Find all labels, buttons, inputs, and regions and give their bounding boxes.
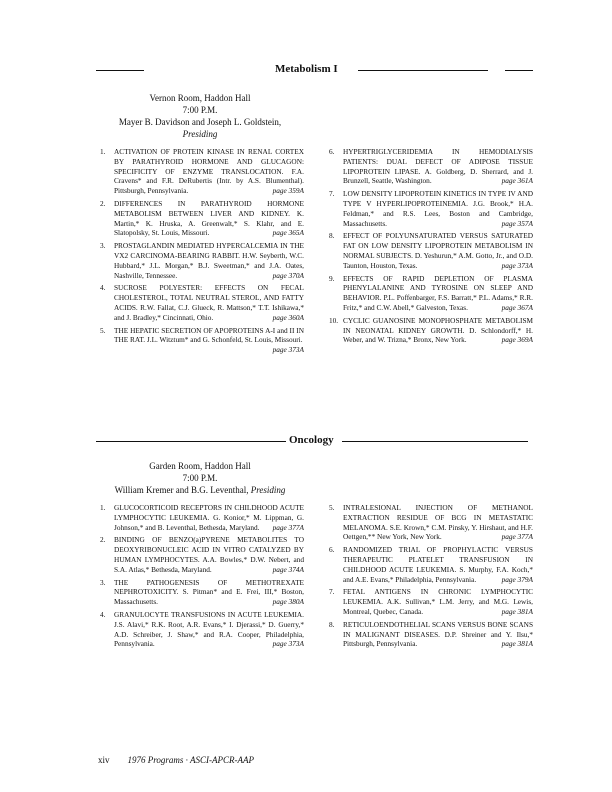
abstract-item <box>329 545 533 584</box>
page-footer <box>98 755 254 765</box>
abstract-page-ref: page 379A <box>501 574 533 584</box>
abstract-text: THE HEPATIC SECRETION OF APOPROTEINS A-I and II IN THE RAT. J.L. Witztum* and G. Schonfeld, St. Louis, Missouri. <box>114 325 304 345</box>
abstract-item <box>329 620 533 649</box>
heading-rule-left <box>96 441 286 442</box>
abstract-page-ref: page 361A <box>501 176 533 186</box>
session-time: 7:00 P.M. <box>182 105 218 115</box>
abstract-text: EFFECTS OF RAPID DEPLETION OF PLASMA PHENYLALANINE AND TYROSINE ON SLEEP AND BEHAVIOR. P.L. Poffenbarger, F.S. Barratt,* P.L. Adams,* R.R. Fritz,* and C.W. Abell,* Galveston, Texas. <box>343 273 533 312</box>
page-number: xiv <box>98 755 110 765</box>
abstract-number: 1. <box>100 147 106 156</box>
abstract-number: 7. <box>329 189 335 199</box>
abstract-item <box>100 147 304 196</box>
abstract-page-ref: page 369A <box>501 335 533 345</box>
abstract-number: 8. <box>329 619 335 629</box>
abstract-body <box>114 199 304 238</box>
abstract-column-right <box>329 503 533 652</box>
abstract-body <box>114 326 304 355</box>
abstract-text: PROSTAGLANDIN MEDIATED HYPERCALCEMIA IN THE VX2 CARCINOMA-BEARING RABBIT. H.W. Seyberth, W.C. Hubbard,* J.L. Morgan,* B.J. Sweetman,* and J.A. Oates, Nashville, Tennessee. <box>114 241 304 280</box>
abstract-page-ref: page 381A <box>501 606 533 616</box>
abstract-body <box>343 620 533 649</box>
session-room: Vernon Room, Haddon Hall <box>149 93 251 103</box>
abstract-number: 6. <box>329 147 335 156</box>
abstract-text: SUCROSE POLYESTER: EFFECTS ON FECAL CHOLESTEROL, TOTAL NEUTRAL STEROL, AND FATTY ACIDS. R.W. Fallat, C.J. Glueck, R. Mattson,* T.T. Ishikawa,* and J. Bradley,* Cincinnati, Ohio. <box>114 283 304 322</box>
abstract-item <box>100 610 304 649</box>
abstract-page-ref: page 359A <box>272 186 304 196</box>
abstract-number: 4. <box>100 283 106 293</box>
heading-rule-left <box>96 70 144 71</box>
section-heading: Oncology <box>289 434 334 446</box>
abstract-item <box>329 231 533 270</box>
abstract-body <box>343 274 533 313</box>
abstract-body <box>114 241 304 280</box>
abstract-item <box>100 535 304 574</box>
abstract-body <box>343 189 533 228</box>
abstract-number: 9. <box>329 273 335 283</box>
abstract-page-ref: page 377A <box>501 532 533 542</box>
abstract-body <box>343 316 533 345</box>
abstract-text: EFFECT OF POLYUNSATURATED VERSUS SATURATED FAT ON LOW DENSITY LIPOPROTEIN METABOLISM IN NORMAL SUBJECTS. D. Yeshurun,* A.M. Gotto, Jr., and O.D. Taunton, Houston, Texas. <box>343 231 533 270</box>
abstract-item <box>329 189 533 228</box>
abstract-text: GRANULOCYTE TRANSFUSIONS IN ACUTE LEUKEMIA. J.S. Alavi,* R.K. Root, A.R. Evans,* I. Djerassi,* D. Guerry,* A.D. Schreiber, J. Shaw,* and R.A. Cooper, Philadelphia, Pennsylvania. <box>114 609 304 649</box>
abstract-number: 3. <box>100 241 106 251</box>
abstract-item <box>100 283 304 322</box>
abstract-number: 5. <box>100 325 106 335</box>
abstract-body <box>114 610 304 649</box>
abstract-page-ref: page 374A <box>272 564 304 574</box>
abstract-body <box>343 231 533 270</box>
abstract-item <box>329 587 533 616</box>
abstract-body <box>114 503 304 532</box>
abstract-number: 6. <box>329 545 335 555</box>
heading-rule-right <box>358 70 488 71</box>
abstract-page-ref: page 360A <box>272 312 304 322</box>
abstract-body <box>114 535 304 574</box>
abstract-page-ref: page 370A <box>272 270 304 280</box>
abstract-text: ACTIVATION OF PROTEIN KINASE IN RENAL CORTEX BY PARATHYROID HORMONE AND GLUCAGON: SPECIFICITY OF ENZYME TRANSLOCATION. F.A. Cravens* and F.R. DeRubertis (Intr. by A.S. Blumenthal). Pittsburgh, Pennsylvania. <box>114 147 304 196</box>
session-room: Garden Room, Haddon Hall <box>149 461 251 471</box>
abstract-number: 7. <box>329 587 335 597</box>
abstract-number: 5. <box>329 503 335 512</box>
abstract-column-right <box>329 147 533 348</box>
abstract-body <box>114 147 304 196</box>
footer-title: 1976 Programs · ASCI-APCR-AAP <box>127 755 255 765</box>
abstract-text: CYCLIC GUANOSINE MONOPHOSPHATE METABOLISM IN NEONATAL KIDNEY GROWTH. D. Schlondorff,* H. Weber, and W. Trizna,* Bronx, New York. <box>343 315 533 345</box>
session-time: 7:00 P.M. <box>182 473 218 483</box>
abstract-text: THE PATHOGENESIS OF METHOTREXATE NEPHROTOXICITY. S. Pitman* and E. Frei, III,* Boston, Massachusetts. <box>114 577 304 607</box>
abstract-text: RETICULOENDOTHELIAL SCANS VERSUS BONE SCANS IN MALIGNANT DISEASES. D.P. Shreiner and Y. Ilsu,* Pittsburgh, Pennsylvania. <box>343 619 533 649</box>
abstract-number: 8. <box>329 231 335 241</box>
abstract-item <box>329 274 533 313</box>
abstract-item <box>100 578 304 607</box>
abstract-item <box>100 503 304 532</box>
abstract-item <box>329 147 533 186</box>
section-heading: Metabolism I <box>275 63 338 75</box>
session-info <box>100 460 300 496</box>
abstract-page-ref: page 373A <box>272 345 304 355</box>
abstract-item <box>100 241 304 280</box>
abstract-page-ref: page 357A <box>501 218 533 228</box>
abstract-page-ref: page 380A <box>272 597 304 607</box>
abstract-number: 2. <box>100 198 106 208</box>
abstract-number: 3. <box>100 577 106 587</box>
abstract-number: 10. <box>329 315 339 325</box>
abstract-body <box>343 147 533 186</box>
abstract-number: 4. <box>100 609 106 619</box>
session-chairs-line <box>100 484 300 496</box>
session-role: Presiding <box>250 485 286 495</box>
abstract-page-ref: page 381A <box>501 639 533 649</box>
abstract-text: DIFFERENCES IN PARATHYROID HORMONE METABOLISM BETWEEN LIVER AND KIDNEY. K. Martin,* K. Hruska, A. Greenwalt,* S. Klahr, and E. Slatopolsky, St. Louis, Missouri. <box>114 198 304 238</box>
abstract-number: 2. <box>100 535 106 545</box>
abstract-body <box>343 587 533 616</box>
abstract-page-ref: page 377A <box>272 522 304 532</box>
abstract-body <box>343 503 533 542</box>
session-chairs: Mayer B. Davidson and Joseph L. Goldstein, <box>118 117 282 127</box>
abstract-column-left <box>100 147 304 358</box>
abstract-item <box>329 316 533 345</box>
abstract-page-ref: page 373A <box>501 260 533 270</box>
abstract-text: INTRALESIONAL INJECTION OF METHANOL EXTRACTION RESIDUE OF BCG IN METASTATIC MELANOMA. S.E. Krown,* C.M. Pinsky, Y. Hirshaut, and H.F. Oettgen,** New York, New York. <box>343 503 533 542</box>
abstract-page-ref: page 367A <box>501 302 533 312</box>
session-role: Presiding <box>182 129 218 139</box>
abstract-text: LOW DENSITY LIPOPROTEIN KINETICS IN TYPE IV AND TYPE V HYPERLIPOPROTEINEMIA. J.G. Brook,* H.A. Feldman,* and R.S. Lees, Boston and Cambridge, Massachusetts. <box>343 189 533 228</box>
abstract-text: RANDOMIZED TRIAL OF PROPHYLACTIC VERSUS THERAPEUTIC PLATELET TRANSFUSION IN CHILDHOOD ACUTE LEUKEMIA. S. Murphy, F.A. Koch,* and A.E. Evans,* Philadelphia, Pennsylvania. <box>343 545 533 584</box>
abstract-column-left <box>100 503 304 652</box>
abstract-text: FETAL ANTIGENS IN CHRONIC LYMPHOCYTIC LEUKEMIA. A.K. Sullivan,* L.M. Jerry, and M.G. Lewis, Montreal, Quebec, Canada. <box>343 587 533 616</box>
abstract-body <box>343 545 533 584</box>
session-info <box>100 92 300 140</box>
session-chairs: William Kremer and B.G. Leventhal, <box>114 485 249 495</box>
abstract-text: GLUCOCORTICOID RECEPTORS IN CHILDHOOD ACUTE LYMPHOCYTIC LEUKEMIA. G. Konior,* M. Lippman, G. Johnson,* and B. Leventhal, Bethesda, Maryland. <box>114 503 304 532</box>
abstract-page-ref: page 373A <box>272 639 304 649</box>
abstract-body <box>114 283 304 322</box>
abstract-item <box>100 326 304 355</box>
abstract-item <box>100 199 304 238</box>
abstract-text: BINDING OF BENZO(a)PYRENE METABOLITES TO DEOXYRIBONUCLEIC ACID IN VITRO CATALYZED BY HUMAN LYMPHOCYTES. A.A. Bowles,* D.W. Nebert, and S.A. Atlas,* Bethesda, Maryland. <box>114 535 304 574</box>
heading-rule-right <box>342 441 528 442</box>
abstract-item <box>329 503 533 542</box>
abstract-number: 1. <box>100 503 106 512</box>
abstract-page-ref: page 365A <box>272 228 304 238</box>
abstract-text: HYPERTRIGLYCERIDEMIA IN HEMODIALYSIS PATIENTS: DUAL DEFECT OF ADIPOSE TISSUE LIPOPROTEIN LIPASE. A. Goldberg, D. Sherrard, and J. Brunzell, Seattle, Washington. <box>343 147 533 186</box>
heading-rule-right <box>505 70 533 71</box>
abstract-body <box>114 578 304 607</box>
